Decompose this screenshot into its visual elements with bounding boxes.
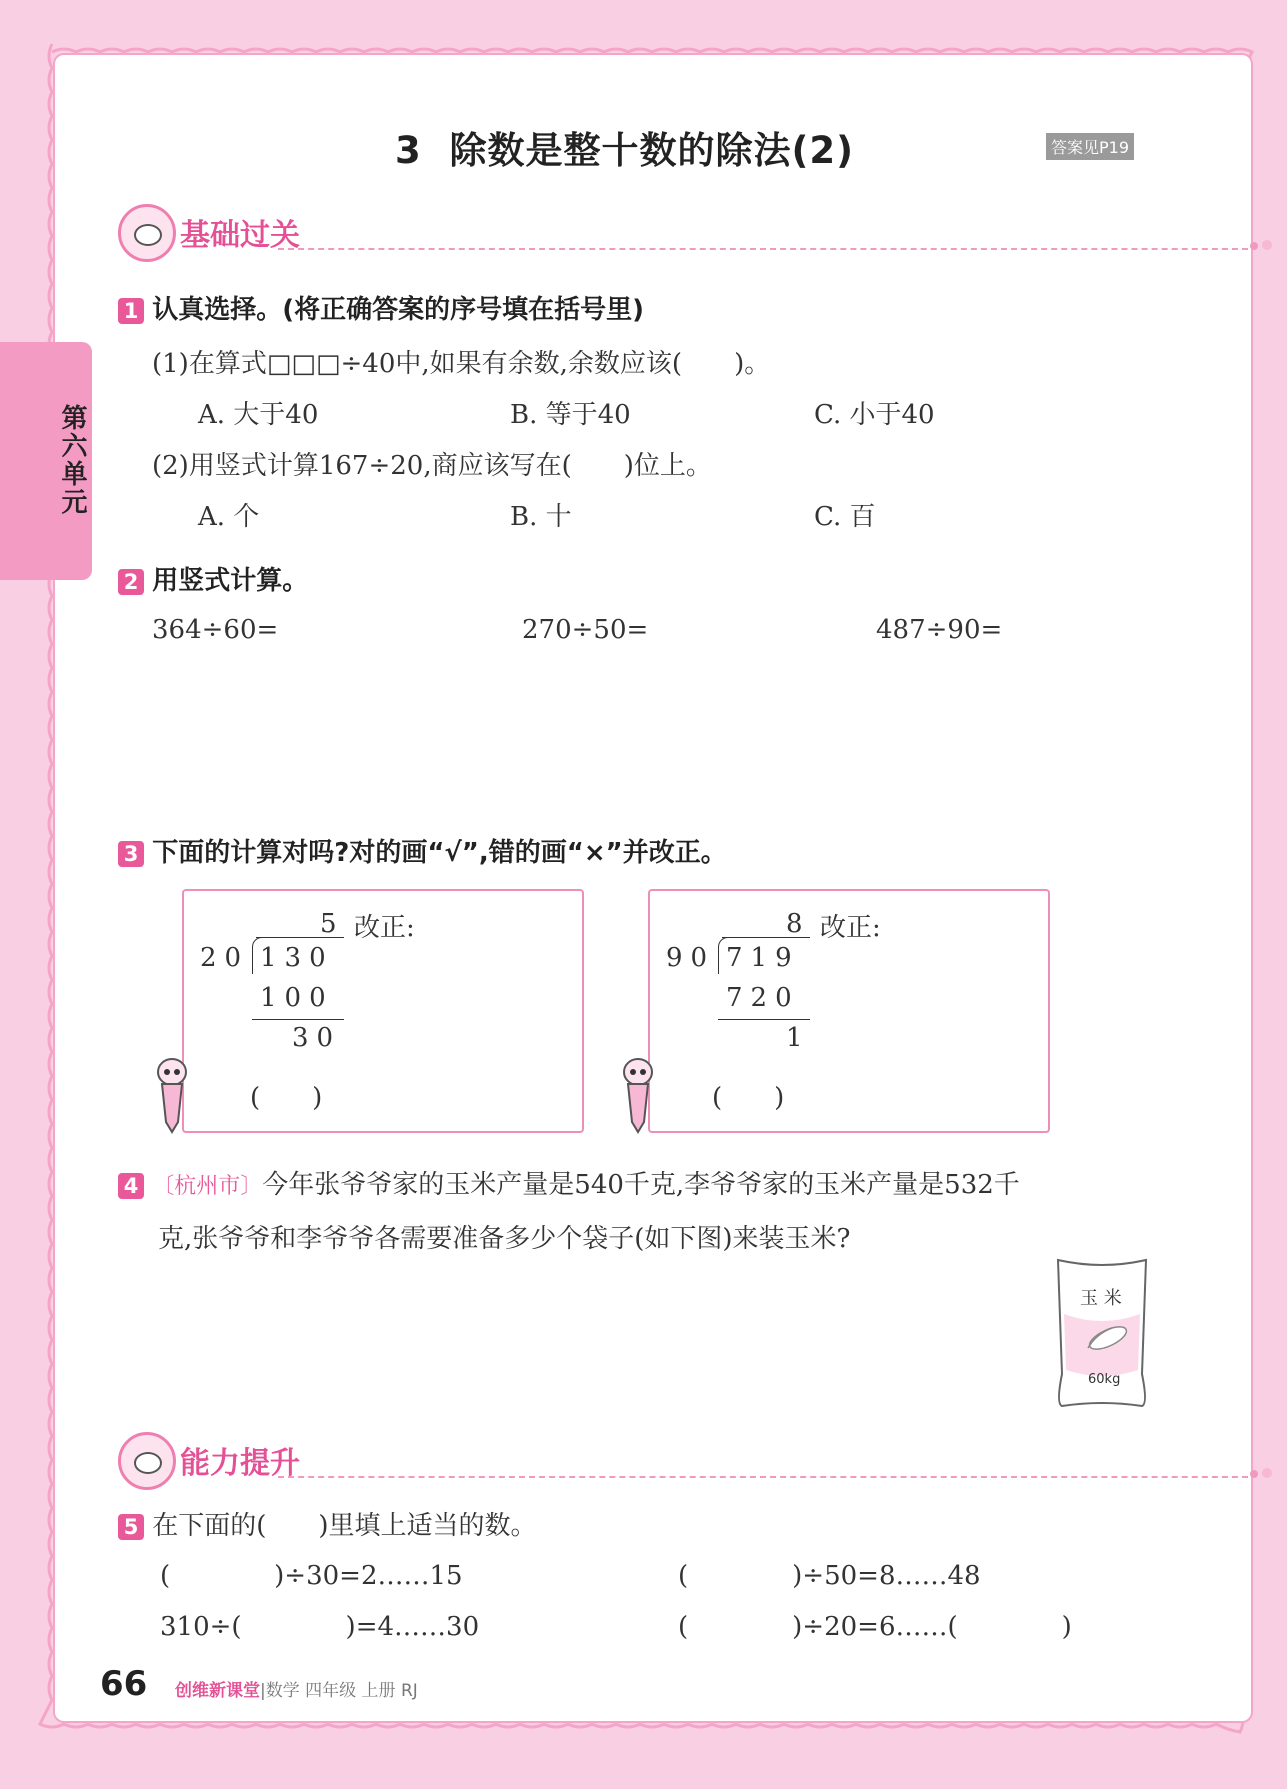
question-number: 1 xyxy=(118,298,144,324)
division-expression: 487÷90= xyxy=(876,615,1003,645)
decor-dot xyxy=(1250,242,1258,250)
division-expression: 364÷60= xyxy=(152,615,279,645)
option-a[interactable]: A. 大于40 xyxy=(198,400,319,430)
dividend: 130 xyxy=(260,943,334,973)
check-box-1 xyxy=(182,889,584,1133)
product: 100 xyxy=(260,983,334,1013)
unit-label: 第六单元 xyxy=(57,404,87,516)
option-c[interactable]: C. 小于40 xyxy=(814,400,935,430)
option-a[interactable]: A. 个 xyxy=(198,502,260,532)
answer-paren[interactable]: ( ) xyxy=(250,1083,323,1113)
page-title xyxy=(395,120,854,174)
correction-label: 改正: xyxy=(354,913,415,943)
section-header-basic xyxy=(118,204,1160,264)
question-1-part-2: (2)用竖式计算167÷20,商应该写在( )位上。 xyxy=(152,451,712,481)
course-info: |数学 四年级 上册 RJ xyxy=(260,1681,418,1701)
fill-blank-item[interactable]: ( )÷30=2……15 xyxy=(160,1561,463,1591)
dashed-divider xyxy=(278,248,1248,250)
decor-dot xyxy=(1262,1468,1272,1478)
question-number: 4 xyxy=(118,1173,144,1199)
fill-blank-item[interactable]: ( )÷20=6……( ) xyxy=(678,1612,1072,1642)
question-number: 5 xyxy=(118,1514,144,1540)
question-number: 3 xyxy=(118,841,144,867)
question-1-title xyxy=(118,289,644,326)
cartoon-face-icon xyxy=(118,1432,176,1490)
quotient: 8 xyxy=(786,909,811,939)
question-5-title xyxy=(118,1505,537,1542)
check-box-2 xyxy=(648,889,1050,1133)
question-4-line-2: 克,张爷爷和李爷爷各需要准备多少个袋子(如下图)来装玉米? xyxy=(158,1224,851,1254)
option-c[interactable]: C. 百 xyxy=(814,502,876,532)
section-title: 基础过关 xyxy=(180,218,300,253)
decor-dot xyxy=(1250,1470,1258,1478)
question-number: 2 xyxy=(118,569,144,595)
question-text: 在下面的( )里填上适当的数。 xyxy=(152,1511,537,1541)
division-bar xyxy=(722,937,810,938)
bag-weight: 60kg xyxy=(1088,1372,1121,1387)
corn-bag-icon xyxy=(1050,1254,1154,1412)
pencil-mascot-icon xyxy=(614,1054,664,1134)
dividend: 719 xyxy=(726,943,800,973)
pencil-mascot-icon xyxy=(148,1054,198,1134)
section-header-advanced xyxy=(118,1432,1160,1492)
lesson-number: 3 xyxy=(395,129,422,172)
question-text: 下面的计算对吗?对的画“√”,错的画“×”并改正。 xyxy=(152,838,727,868)
divisor: 20 xyxy=(200,943,250,973)
section-title: 能力提升 xyxy=(180,1446,300,1481)
cartoon-face-icon xyxy=(118,204,176,262)
question-text: 认真选择。(将正确答案的序号填在括号里) xyxy=(152,295,645,325)
option-b[interactable]: B. 十 xyxy=(510,502,572,532)
unit-side-tab xyxy=(0,342,92,580)
remainder: 30 xyxy=(292,1023,342,1053)
lesson-title: 除数是整十数的除法(2) xyxy=(449,129,855,172)
question-text: 用竖式计算。 xyxy=(152,566,309,596)
subtraction-line xyxy=(718,1019,810,1020)
subtraction-line xyxy=(252,1019,344,1020)
product: 720 xyxy=(726,983,800,1013)
question-3-title xyxy=(118,832,727,869)
division-expression: 270÷50= xyxy=(522,615,649,645)
option-b[interactable]: B. 等于40 xyxy=(510,400,631,430)
question-text: 今年张爷爷家的玉米产量是540千克,李爷爷家的玉米产量是532千 xyxy=(262,1170,1020,1200)
fill-blank-item[interactable]: ( )÷50=8……48 xyxy=(678,1561,981,1591)
correction-label: 改正: xyxy=(820,913,881,943)
page-number: 66 xyxy=(100,1664,148,1704)
division-bar xyxy=(256,937,344,938)
answer-paren[interactable]: ( ) xyxy=(712,1083,785,1113)
question-2-title xyxy=(118,560,308,597)
fill-blank-item[interactable]: 310÷( )=4……30 xyxy=(160,1612,480,1642)
question-1-part-1: (1)在算式□□□÷40中,如果有余数,余数应该( )。 xyxy=(152,349,771,379)
bag-label: 玉 米 xyxy=(1080,1288,1122,1309)
remainder: 1 xyxy=(786,1023,811,1053)
decor-dot xyxy=(1262,240,1272,250)
brand-name: 创维新课堂 xyxy=(175,1681,260,1701)
divisor: 90 xyxy=(666,943,716,973)
dashed-divider xyxy=(278,1476,1248,1478)
city-tag: 〔杭州市〕 xyxy=(152,1174,263,1199)
question-4-line-1 xyxy=(118,1164,1020,1201)
answer-reference-badge: 答案见P19 xyxy=(1046,133,1134,160)
footer-info xyxy=(175,1676,418,1701)
quotient: 5 xyxy=(320,909,345,939)
